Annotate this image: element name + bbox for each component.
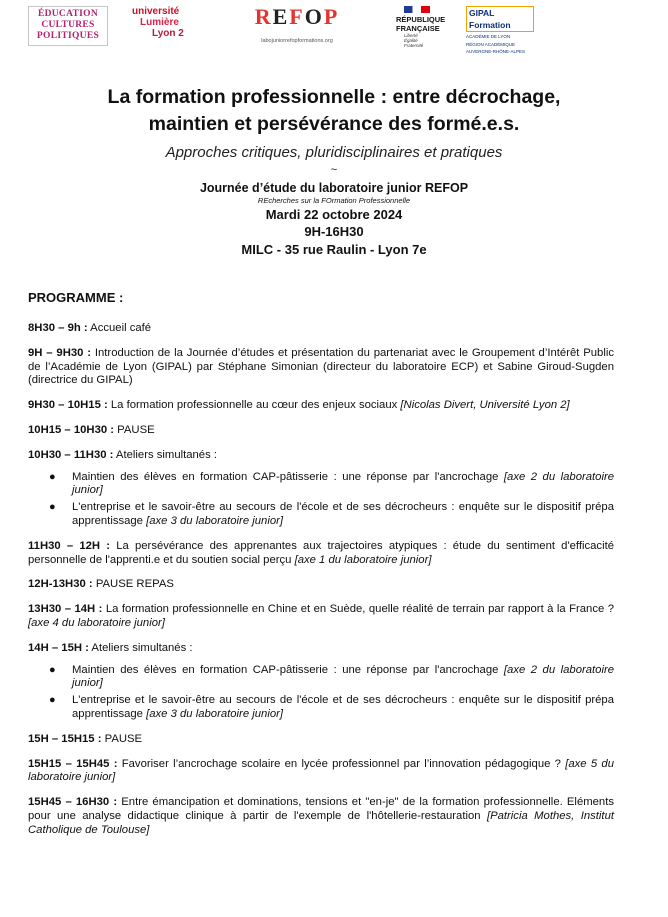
marianne-flag-icon	[404, 6, 430, 13]
workshop-item	[28, 471, 614, 499]
ecp-logo-line: ÉDUCATION	[37, 9, 99, 19]
agenda-text: Ateliers simultanés :	[113, 448, 218, 461]
agenda-item	[28, 322, 614, 336]
ecp-logo	[28, 6, 112, 46]
gipal-logo-sub: AUVERGNE-RHÔNE-ALPES	[466, 49, 526, 54]
agenda-text: Accueil café	[87, 322, 152, 334]
gipal-logo-sub: ACADÉMIE DE LYON	[466, 34, 511, 39]
agenda	[28, 322, 614, 849]
rf-motto: Fraternité	[404, 43, 424, 48]
agenda-item	[28, 540, 614, 568]
lyon2-logo-line: Lumière	[140, 17, 179, 28]
agenda-text: Ateliers simultanés :	[88, 641, 193, 654]
workshop-item	[28, 501, 614, 529]
workshop-item	[28, 694, 614, 722]
agenda-time: 14H – 15H :	[28, 641, 89, 654]
title-line: maintien et persévérance des formé.e.s.	[148, 113, 520, 135]
agenda-time: 15H15 – 15H45 :	[28, 757, 118, 770]
agenda-item	[28, 796, 614, 837]
bullet-icon: ●	[49, 501, 56, 514]
page-subtitle: Approches critiques, pluridisciplinaires et pratiques	[165, 144, 503, 161]
agenda-item	[28, 399, 614, 413]
agenda-text: PAUSE	[101, 732, 143, 745]
agenda-ref: [Patricia Mothes, Institut Catholique de Toulouse]	[28, 809, 614, 836]
event-name: Journée d’étude du laboratoire junior REFOP	[199, 181, 469, 195]
agenda-time: 10H30 – 11H30 :	[28, 448, 114, 461]
workshop-list	[28, 664, 614, 722]
lyon2-logo-line: université	[132, 6, 180, 17]
agenda-ref: [axe 4 du laboratoire junior]	[28, 616, 165, 629]
agenda-item	[28, 449, 614, 463]
republique-francaise-logo	[396, 6, 456, 52]
workshop-text: L'entreprise et le savoir-être au secours de l'école et de ses décrocheurs : enquête sur le dispositif prépa apprentissage	[72, 501, 614, 527]
agenda-item	[28, 733, 614, 747]
agenda-text: PAUSE	[114, 423, 155, 436]
agenda-ref: [Nicolas Divert, Université Lyon 2]	[400, 399, 570, 412]
rf-logo-line: FRANÇAISE	[396, 23, 440, 33]
gipal-logo	[466, 6, 546, 54]
bullet-icon: ●	[49, 663, 56, 676]
lyon2-logo-line: Lyon 2	[152, 28, 184, 39]
workshop-item	[28, 664, 614, 692]
bullet-icon: ●	[49, 694, 56, 707]
ecp-logo-frame	[28, 6, 108, 46]
lyon2-logo	[132, 6, 216, 48]
event-hours: 9H-16H30	[304, 224, 364, 239]
agenda-time: 10H15 – 10H30 :	[28, 423, 115, 436]
workshop-ref: [axe 3 du laboratoire junior]	[146, 707, 284, 720]
event-location: MILC - 35 rue Raulin - Lyon 7e	[241, 242, 427, 257]
agenda-text: La formation professionnelle au cœur des enjeux sociaux	[107, 399, 401, 412]
event-date: Mardi 22 octobre 2024	[265, 207, 403, 222]
refop-logo-caption: labojuniorrefopformations.org	[261, 38, 333, 44]
title-line: La formation professionnelle : entre décrochage,	[107, 86, 561, 108]
workshop-text: Maintien des élèves en formation CAP-pâtisserie : une réponse par l'ancrochage	[72, 470, 504, 483]
workshop-text: L'entreprise et le savoir-être au secours de l'école et de ses décrocheurs : enquête sur le dispositif prépa apprentissage	[72, 694, 614, 720]
agenda-time: 15H – 15H15 :	[28, 732, 102, 745]
agenda-item	[28, 603, 614, 631]
agenda-item	[28, 424, 614, 438]
agenda-text: Entre émancipation et dominations, tensions et "en-je" de la formation professionnelle. Eléments pour une analyse didactique clinique à partir de l'exemple de l'hôtellerie-restauration	[28, 796, 614, 822]
agenda-text: Introduction de la Journée d’études et présentation du partenariat avec le Groupement d’Intérêt Public de l’Académie de Lyon (GIPAL) par Stéphane Simonian (directeur du laboratoire ECP) et Sabine Giroud-Sugden (directrice du GIPAL)	[28, 346, 614, 387]
gipal-logo-sub: RÉGION ACADÉMIQUE	[466, 41, 516, 47]
workshop-text: Maintien des élèves en formation CAP-pâtisserie : une réponse par l'ancrochage	[72, 663, 504, 676]
rf-motto: Liberté	[404, 33, 418, 38]
programme-heading: PROGRAMME :	[28, 290, 124, 305]
rf-motto: Égalité	[404, 38, 418, 43]
agenda-text: La persévérance des apprenantes aux trajectoires atypiques : étude du sentiment d'efficacité personnelle de l'apprenti.e et du soutien social perçu	[28, 539, 614, 566]
agenda-text: PAUSE REPAS	[92, 578, 174, 591]
bullet-icon: ●	[49, 470, 56, 483]
workshop-list	[28, 471, 614, 529]
page-title	[0, 84, 668, 138]
refop-logo-word: REFOP	[254, 4, 340, 29]
agenda-item	[28, 578, 614, 592]
agenda-ref: [axe 1 du laboratoire junior]	[294, 553, 432, 566]
agenda-time: 9H – 9H30 :	[28, 346, 92, 359]
refop-logo	[254, 6, 340, 50]
agenda-item	[28, 347, 614, 388]
agenda-text: Favoriser l’ancrochage scolaire en lycée professionnel par l’innovation pédagogique ?	[117, 757, 566, 770]
logo-bar	[28, 6, 648, 54]
agenda-ref: [axe 5 du laboratoire junior]	[28, 757, 614, 784]
agenda-time: 9H30 – 10H15 :	[28, 399, 108, 412]
ecp-logo-line: CULTURES	[41, 20, 95, 30]
agenda-item	[28, 758, 614, 786]
rf-logo-line: RÉPUBLIQUE	[396, 15, 446, 24]
tilde-separator: ~	[330, 164, 338, 176]
workshop-ref: [axe 3 du laboratoire junior]	[146, 514, 284, 527]
agenda-time: 11H30 – 12H :	[28, 539, 111, 552]
ecp-logo-line: POLITIQUES	[36, 31, 100, 41]
agenda-time: 15H45 – 16H30 :	[28, 796, 118, 809]
acronym-expansion: REcherches sur la FOrmation Professionnelle	[257, 196, 411, 205]
workshop-ref: [axe 2 du laboratoire junior]	[72, 470, 615, 497]
agenda-item	[28, 642, 614, 656]
agenda-text: La formation professionnelle en Chine et en Suède, quelle réalité de terrain par rapport à la France ?	[102, 603, 614, 616]
agenda-time: 8H30 – 9h :	[28, 322, 88, 334]
workshop-ref: [axe 2 du laboratoire junior]	[72, 663, 615, 690]
agenda-time: 12H-13H30 :	[28, 578, 93, 591]
agenda-time: 13H30 – 14H :	[28, 603, 103, 616]
gipal-logo-name: GIPAL Formation	[466, 6, 534, 32]
